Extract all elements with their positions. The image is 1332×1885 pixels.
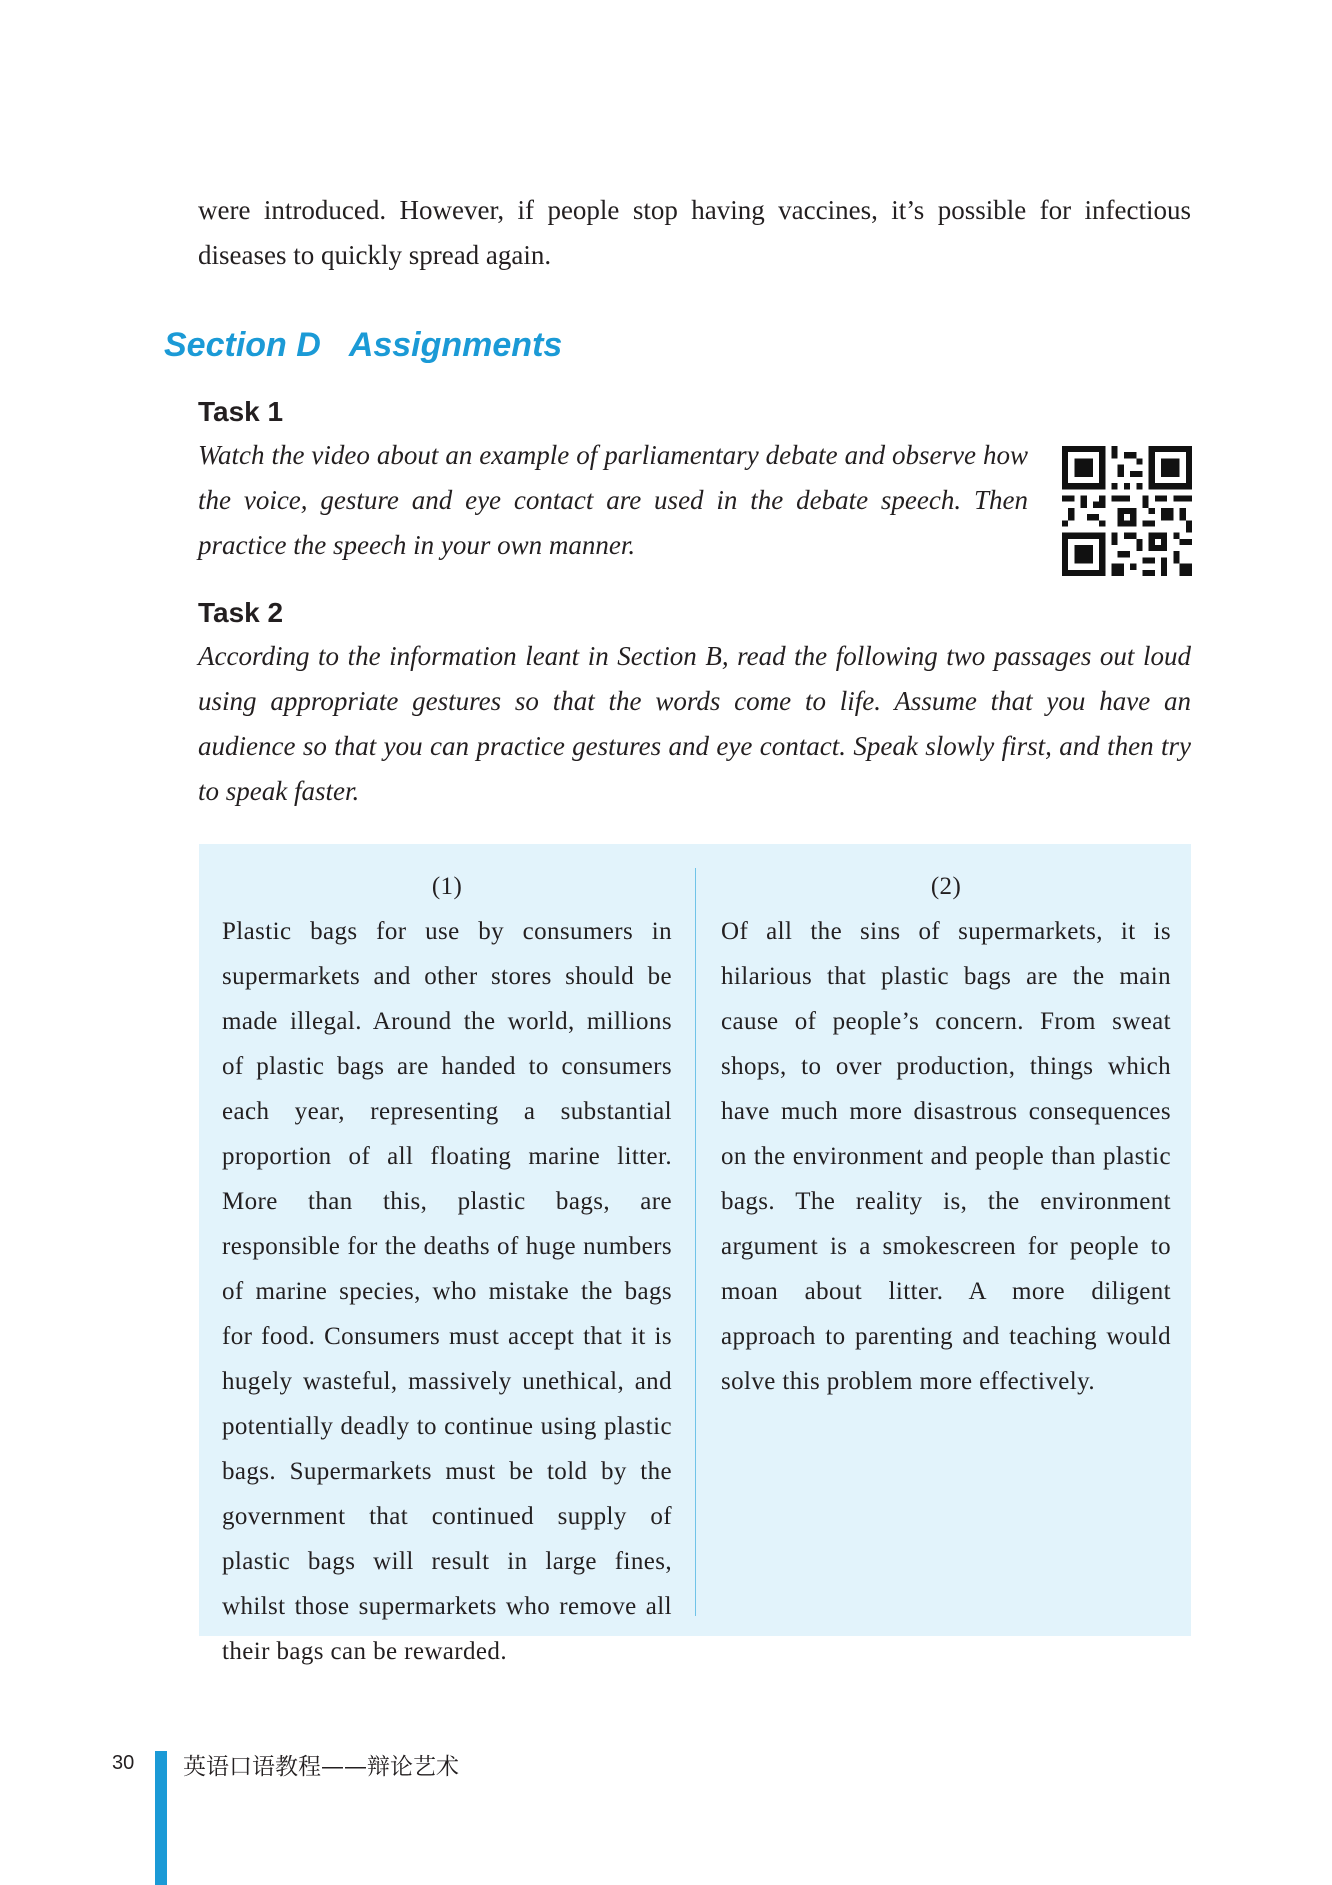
passage-2 xyxy=(721,864,1171,1404)
passages-box xyxy=(199,844,1191,1665)
book-title: 英语口语教程——辩论艺术 xyxy=(183,1754,459,1780)
section-label: Section D xyxy=(164,326,321,364)
passage-number: (1) xyxy=(431,873,463,900)
passage-1 xyxy=(222,864,672,1674)
column-divider xyxy=(695,868,696,1616)
qr-code-icon[interactable] xyxy=(1062,446,1192,576)
section-heading xyxy=(164,326,562,365)
passage-text: Of all the sins of supermarkets, it is hilarious that plastic bags are the main cause of people’s concern. From sweat shops, to over production, things which have much more disastrous consequences on the environment and people than plastic bags. The reality is, the environment argument is a smokescreen for people to moan about litter. A more diligent approach to parenting and teaching would solve this problem more effectively. xyxy=(721,918,1171,1395)
section-title: Assignments xyxy=(348,326,563,364)
task2-title: Task 2 xyxy=(198,597,284,628)
page-number: 30 xyxy=(112,1752,135,1774)
passage-text: Plastic bags for use by consumers in supermarkets and other stores should be made illegal. Around the world, millions of plastic bags are handed to consumers each year, representing a substantial proportion of all floating marine litter. More than this, plastic bags, are responsible for the deaths of huge numbers of marine species, who mistake the bags for food. Consumers must accept that it is hugely wasteful, massively unethical, and potentially deadly to continue using plastic bags. Supermarkets must be told by the government that continued supply of plastic bags will result in large fines, whilst those supermarkets who remove all their bags can be rewarded. xyxy=(222,918,672,1665)
footer-accent-bar xyxy=(155,1751,167,1885)
passage-number: (2) xyxy=(930,873,962,900)
task1-title: Task 1 xyxy=(198,396,284,427)
task1-instructions: Watch the video about an example of parliamentary debate and observe how the voice, gesture and eye contact are used in the debate speech. Then practice the speech in your own manner. xyxy=(198,440,1028,560)
intro-paragraph: were introduced. However, if people stop having vaccines, it’s possible for infectious diseases to quickly spread again. xyxy=(198,195,1191,270)
task2-instructions: According to the information leant in Section B, read the following two passages out loud using appropriate gestures so that the words come to life. Assume that you have an audience so that you can practice gestures and eye contact. Speak slowly first, and then try to speak faster. xyxy=(198,641,1191,806)
